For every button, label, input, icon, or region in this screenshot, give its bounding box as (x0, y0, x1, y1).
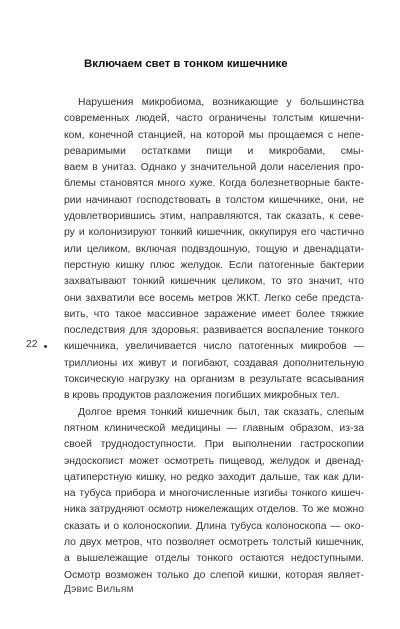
text-line: триллионы их живут и погибают, создавая дополнительную (64, 357, 364, 369)
text-line: ру и колонизируют тонкий кишечник, оккупируя его частично (64, 227, 364, 239)
text-line: последствия для здоровья: развивается воспаление тонкого (64, 325, 364, 337)
text-line: эндоскопист может осмотреть пищевод, желудок и двенад- (64, 455, 364, 467)
text-line: цатиперстную кишку, но редко заходит дальше, так как дли- (64, 471, 364, 483)
page-number: 22 (26, 339, 38, 350)
text-line: на тубуса прибора и многочисленные изгибы тонкого кишеч- (64, 488, 364, 500)
text-line: ло двух метров, что позволяет осмотреть толстый кишечник, (64, 537, 364, 549)
running-footer: Дэвис Вильям (64, 584, 134, 595)
text-line: в кровь продуктов разложения погибших микробных тел. (64, 390, 340, 402)
text-line: Нарушения микробиома, возникающие у большинства (78, 97, 364, 108)
text-line: кишечника, увеличивается число патогенных микробов — (64, 341, 364, 353)
text-line: сказать и о колоноскопии. Длина тубуса колоноскопа — око- (64, 520, 364, 532)
section-heading: Включаем свет в тонком кишечнике (84, 58, 288, 70)
text-line: они захватили все восемь метров ЖКТ. Легко себе предста- (64, 292, 364, 304)
text-line: ваем в унитаз. Однако у значительной доли населения про- (64, 162, 364, 174)
text-line: современных людей, часто ограничены толстым кишечни- (64, 113, 364, 125)
page-marker-dot (44, 345, 47, 348)
text-line: блемы становятся много хуже. Когда болезнетворные бакте- (64, 178, 364, 190)
text-line: Осмотр возможен только до слепой кишки, которая являет- (64, 569, 364, 581)
text-line: Долгое время тонкий кишечник был, так сказать, слепым (78, 406, 364, 418)
text-line: ком, конечной станцией, на которой мы прощаемся с непе- (64, 129, 364, 141)
text-line: перстную кишку плюс желудок. Если патогенные бактерии (64, 259, 364, 271)
text-line: своей труднодоступности. При выполнении гастроскопии (64, 439, 364, 451)
text-line: захватывают тонкий кишечник целиком, то это значит, что (64, 276, 364, 288)
text-line: токсическую нагрузку на организм в результате всасывания (64, 374, 364, 386)
text-line: или целиком, включая подвздошную, тощую и двенадцати- (64, 243, 364, 255)
text-line: ника затрудняют осмотр нижележащих отделов. То же можно (64, 504, 364, 516)
text-line: удовлетворившись этим, направляются, так сказать, к севе- (64, 211, 364, 223)
text-line: вить, что такое массивное заражение имеет более тяжкие (64, 308, 364, 320)
text-line: пятном клинической медицины — главным образом, из-за (64, 422, 364, 434)
text-line: а вышележащие отделы тонкого остаются недоступными. (64, 553, 364, 565)
text-line: рии начинают господствовать в толстом кишечнике, они, не (64, 194, 364, 206)
text-line: реваримыми остатками пищи и микробами, смы- (64, 145, 364, 157)
body-text (64, 95, 364, 584)
